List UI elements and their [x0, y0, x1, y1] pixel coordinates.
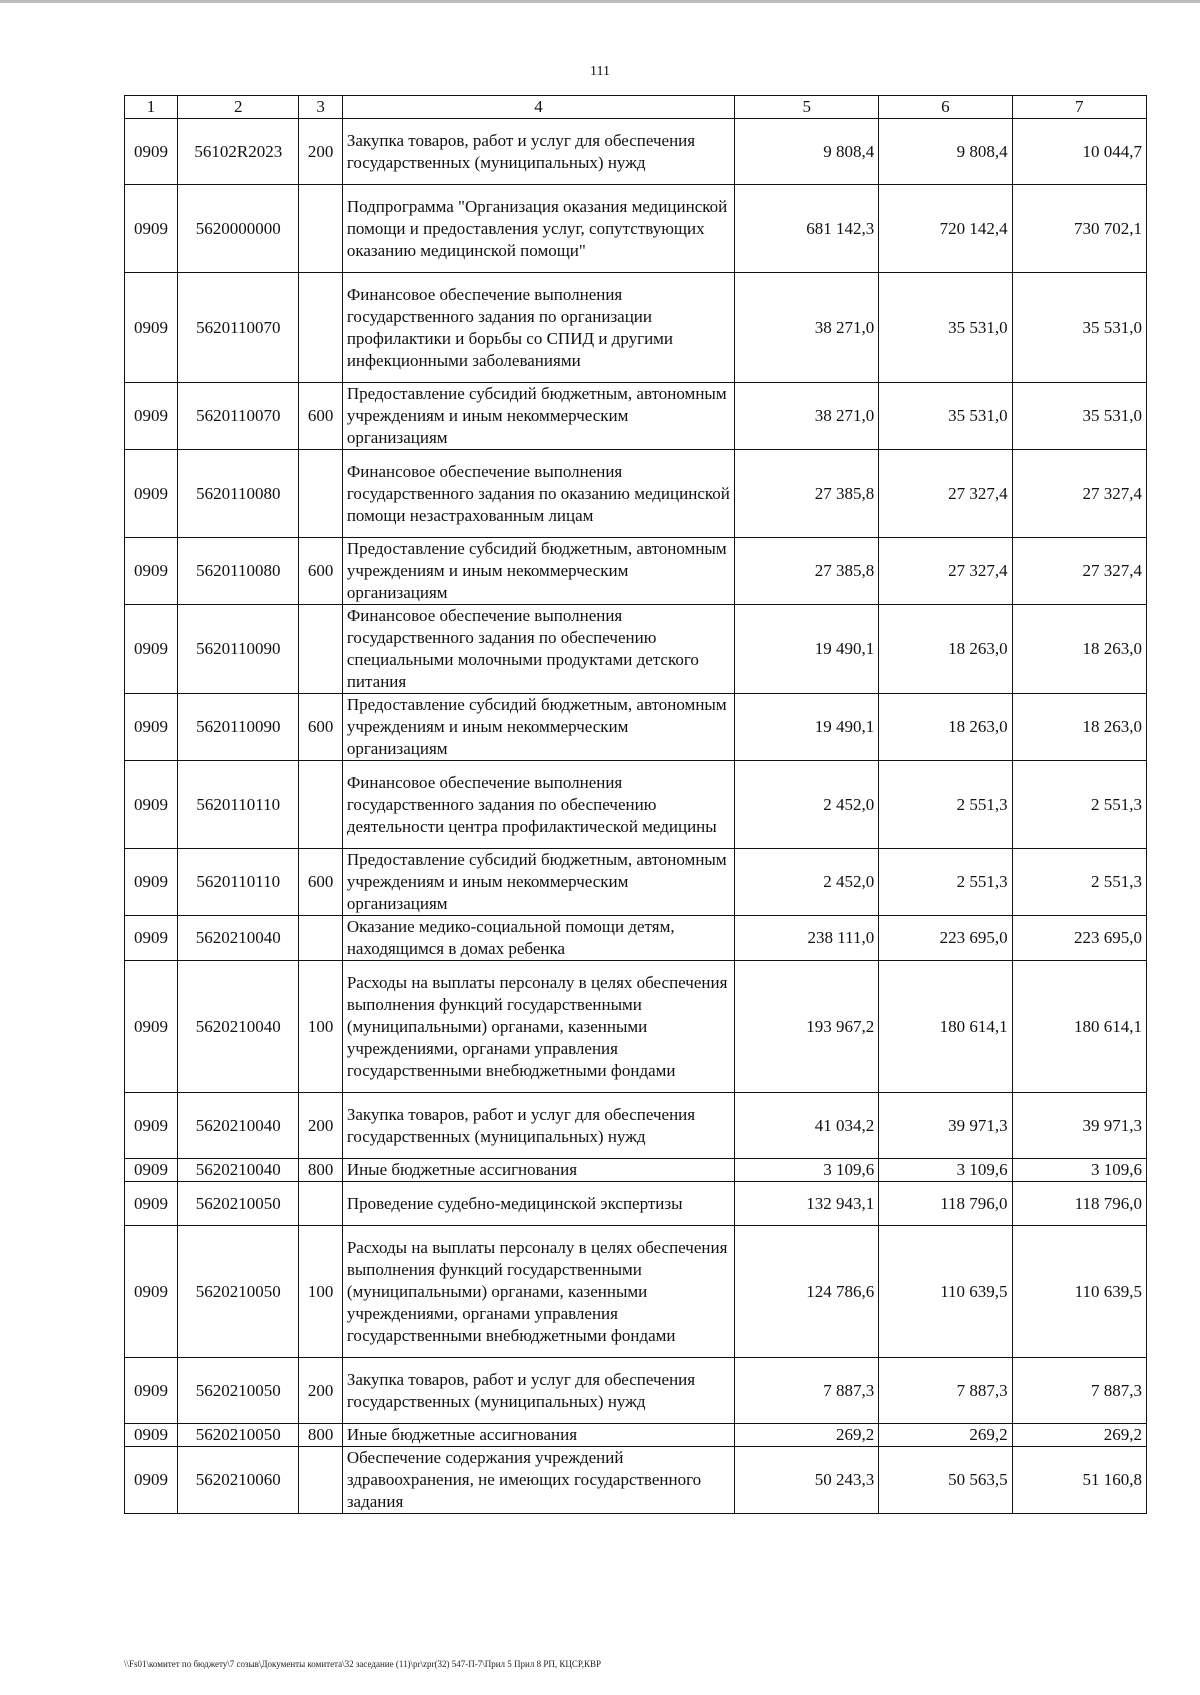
cell-section: 0909	[125, 1182, 178, 1226]
cell-value-1: 38 271,0	[735, 383, 879, 450]
cell-expense-type: 600	[299, 849, 342, 916]
scan-top-edge	[0, 0, 1200, 3]
cell-value-3: 27 327,4	[1012, 450, 1146, 538]
cell-target-code: 5620210050	[178, 1182, 299, 1226]
cell-target-code: 5620110070	[178, 273, 299, 383]
table-row	[125, 761, 1147, 849]
table-row	[125, 383, 1147, 450]
table-row	[125, 1182, 1147, 1226]
cell-expense-type: 200	[299, 1358, 342, 1424]
cell-name: Иные бюджетные ассигнования	[342, 1424, 734, 1447]
cell-expense-type	[299, 273, 342, 383]
cell-name: Финансовое обеспечение выполнения государственного задания по организации профилактики и борьбы со СПИД и другими инфекционными заболеваниями	[342, 273, 734, 383]
cell-expense-type: 600	[299, 694, 342, 761]
cell-expense-type	[299, 450, 342, 538]
cell-value-1: 132 943,1	[735, 1182, 879, 1226]
cell-value-2: 35 531,0	[879, 383, 1012, 450]
cell-expense-type	[299, 916, 342, 961]
cell-name: Закупка товаров, работ и услуг для обеспечения государственных (муниципальных) нужд	[342, 119, 734, 185]
cell-expense-type	[299, 761, 342, 849]
cell-section: 0909	[125, 1447, 178, 1514]
cell-section: 0909	[125, 185, 178, 273]
cell-value-3: 7 887,3	[1012, 1358, 1146, 1424]
table-row	[125, 1447, 1147, 1514]
cell-section: 0909	[125, 961, 178, 1093]
file-path-footer: \\Fs01\комитет по бюджету\7 созыв\Документы комитета\32 заседание (11)\pr\zpr(32) 547-П-7\Прил 5 Прил 8 РП, КЦСР,КВР	[124, 1659, 601, 1669]
col-header-name: 4	[342, 96, 734, 119]
cell-value-1: 19 490,1	[735, 605, 879, 694]
table-row	[125, 1159, 1147, 1182]
cell-target-code: 5620110070	[178, 383, 299, 450]
cell-name: Подпрограмма "Организация оказания медицинской помощи и предоставления услуг, сопутствующих оказанию медицинской помощи"	[342, 185, 734, 273]
cell-value-2: 35 531,0	[879, 273, 1012, 383]
cell-name: Оказание медико-социальной помощи детям, находящимся в домах ребенка	[342, 916, 734, 961]
cell-value-2: 269,2	[879, 1424, 1012, 1447]
col-header-type: 3	[299, 96, 342, 119]
cell-target-code: 5620110090	[178, 605, 299, 694]
cell-value-3: 269,2	[1012, 1424, 1146, 1447]
cell-value-2: 180 614,1	[879, 961, 1012, 1093]
cell-name: Расходы на выплаты персоналу в целях обеспечения выполнения функций государственными (муниципальными) органами, казенными учреждениями, органами управления государственными внебюджетными фондами	[342, 1226, 734, 1358]
cell-target-code: 5620210050	[178, 1424, 299, 1447]
cell-section: 0909	[125, 1159, 178, 1182]
cell-expense-type	[299, 605, 342, 694]
cell-section: 0909	[125, 383, 178, 450]
cell-section: 0909	[125, 450, 178, 538]
cell-section: 0909	[125, 273, 178, 383]
cell-value-2: 2 551,3	[879, 761, 1012, 849]
budget-table	[124, 95, 1147, 1514]
cell-name: Закупка товаров, работ и услуг для обеспечения государственных (муниципальных) нужд	[342, 1093, 734, 1159]
col-header-target: 2	[178, 96, 299, 119]
cell-name: Предоставление субсидий бюджетным, автономным учреждениям и иным некоммерческим организациям	[342, 383, 734, 450]
cell-expense-type: 200	[299, 1093, 342, 1159]
cell-target-code: 5620110080	[178, 450, 299, 538]
cell-section: 0909	[125, 849, 178, 916]
cell-section: 0909	[125, 1358, 178, 1424]
cell-value-2: 39 971,3	[879, 1093, 1012, 1159]
col-header-section: 1	[125, 96, 178, 119]
cell-section: 0909	[125, 538, 178, 605]
cell-expense-type: 800	[299, 1159, 342, 1182]
cell-value-2: 9 808,4	[879, 119, 1012, 185]
cell-value-2: 18 263,0	[879, 694, 1012, 761]
cell-value-3: 51 160,8	[1012, 1447, 1146, 1514]
cell-value-3: 2 551,3	[1012, 849, 1146, 916]
cell-value-3: 3 109,6	[1012, 1159, 1146, 1182]
cell-value-2: 50 563,5	[879, 1447, 1012, 1514]
cell-target-code: 5620110110	[178, 761, 299, 849]
table-row	[125, 694, 1147, 761]
cell-value-3: 10 044,7	[1012, 119, 1146, 185]
cell-name: Предоставление субсидий бюджетным, автономным учреждениям и иным некоммерческим организациям	[342, 694, 734, 761]
cell-name: Проведение судебно-медицинской экспертизы	[342, 1182, 734, 1226]
cell-value-3: 35 531,0	[1012, 383, 1146, 450]
cell-value-1: 50 243,3	[735, 1447, 879, 1514]
header-row	[125, 96, 1147, 119]
cell-expense-type: 600	[299, 383, 342, 450]
cell-expense-type: 600	[299, 538, 342, 605]
cell-value-1: 269,2	[735, 1424, 879, 1447]
cell-value-2: 223 695,0	[879, 916, 1012, 961]
cell-value-3: 27 327,4	[1012, 538, 1146, 605]
cell-value-1: 27 385,8	[735, 450, 879, 538]
cell-name: Иные бюджетные ассигнования	[342, 1159, 734, 1182]
cell-target-code: 5620210040	[178, 916, 299, 961]
table-row	[125, 119, 1147, 185]
page-number: 111	[590, 64, 610, 79]
cell-section: 0909	[125, 694, 178, 761]
cell-target-code: 56102R2023	[178, 119, 299, 185]
cell-section: 0909	[125, 761, 178, 849]
cell-value-1: 2 452,0	[735, 849, 879, 916]
cell-target-code: 5620110080	[178, 538, 299, 605]
cell-value-2: 7 887,3	[879, 1358, 1012, 1424]
cell-value-1: 681 142,3	[735, 185, 879, 273]
cell-expense-type: 100	[299, 1226, 342, 1358]
cell-target-code: 5620210040	[178, 1159, 299, 1182]
cell-target-code: 5620110110	[178, 849, 299, 916]
cell-value-1: 9 808,4	[735, 119, 879, 185]
cell-value-1: 193 967,2	[735, 961, 879, 1093]
cell-section: 0909	[125, 916, 178, 961]
cell-value-3: 180 614,1	[1012, 961, 1146, 1093]
cell-value-2: 110 639,5	[879, 1226, 1012, 1358]
cell-name: Расходы на выплаты персоналу в целях обеспечения выполнения функций государственными (муниципальными) органами, казенными учреждениями, органами управления государственными внебюджетными фондами	[342, 961, 734, 1093]
table-row	[125, 916, 1147, 961]
cell-target-code: 5620210040	[178, 1093, 299, 1159]
cell-value-2: 118 796,0	[879, 1182, 1012, 1226]
col-header-value-2: 6	[879, 96, 1012, 119]
cell-target-code: 5620210060	[178, 1447, 299, 1514]
cell-value-3: 2 551,3	[1012, 761, 1146, 849]
cell-value-1: 124 786,6	[735, 1226, 879, 1358]
cell-value-3: 223 695,0	[1012, 916, 1146, 961]
cell-value-1: 38 271,0	[735, 273, 879, 383]
cell-target-code: 5620000000	[178, 185, 299, 273]
cell-value-3: 118 796,0	[1012, 1182, 1146, 1226]
col-header-value-3: 7	[1012, 96, 1146, 119]
cell-section: 0909	[125, 605, 178, 694]
cell-value-1: 27 385,8	[735, 538, 879, 605]
cell-value-1: 7 887,3	[735, 1358, 879, 1424]
cell-target-code: 5620210040	[178, 961, 299, 1093]
cell-name: Финансовое обеспечение выполнения государственного задания по обеспечению специальными молочными продуктами детского питания	[342, 605, 734, 694]
table-row	[125, 273, 1147, 383]
table-row	[125, 450, 1147, 538]
cell-value-1: 19 490,1	[735, 694, 879, 761]
table-row	[125, 1226, 1147, 1358]
cell-expense-type	[299, 1447, 342, 1514]
cell-section: 0909	[125, 119, 178, 185]
col-header-value-1: 5	[735, 96, 879, 119]
cell-value-3: 18 263,0	[1012, 694, 1146, 761]
table-row	[125, 1093, 1147, 1159]
cell-name: Обеспечение содержания учреждений здравоохранения, не имеющих государственного задания	[342, 1447, 734, 1514]
cell-name: Финансовое обеспечение выполнения государственного задания по оказанию медицинской помощи незастрахованным лицам	[342, 450, 734, 538]
cell-name: Закупка товаров, работ и услуг для обеспечения государственных (муниципальных) нужд	[342, 1358, 734, 1424]
cell-name: Предоставление субсидий бюджетным, автономным учреждениям и иным некоммерческим организациям	[342, 538, 734, 605]
cell-value-1: 238 111,0	[735, 916, 879, 961]
cell-section: 0909	[125, 1424, 178, 1447]
cell-value-3: 110 639,5	[1012, 1226, 1146, 1358]
cell-value-3: 18 263,0	[1012, 605, 1146, 694]
cell-value-3: 730 702,1	[1012, 185, 1146, 273]
cell-expense-type: 100	[299, 961, 342, 1093]
table-row	[125, 1424, 1147, 1447]
cell-section: 0909	[125, 1226, 178, 1358]
table-row	[125, 185, 1147, 273]
cell-value-2: 27 327,4	[879, 450, 1012, 538]
table-row	[125, 605, 1147, 694]
cell-section: 0909	[125, 1093, 178, 1159]
cell-target-code: 5620210050	[178, 1358, 299, 1424]
cell-target-code: 5620210050	[178, 1226, 299, 1358]
table-row	[125, 538, 1147, 605]
cell-value-2: 3 109,6	[879, 1159, 1012, 1182]
cell-value-1: 2 452,0	[735, 761, 879, 849]
cell-expense-type: 200	[299, 119, 342, 185]
cell-target-code: 5620110090	[178, 694, 299, 761]
table-row	[125, 1358, 1147, 1424]
cell-value-1: 3 109,6	[735, 1159, 879, 1182]
cell-expense-type	[299, 1182, 342, 1226]
cell-expense-type	[299, 185, 342, 273]
cell-value-2: 2 551,3	[879, 849, 1012, 916]
cell-value-3: 39 971,3	[1012, 1093, 1146, 1159]
cell-name: Финансовое обеспечение выполнения государственного задания по обеспечению деятельности центра профилактической медицины	[342, 761, 734, 849]
table-row	[125, 961, 1147, 1093]
cell-name: Предоставление субсидий бюджетным, автономным учреждениям и иным некоммерческим организациям	[342, 849, 734, 916]
cell-value-2: 27 327,4	[879, 538, 1012, 605]
table-row	[125, 849, 1147, 916]
cell-value-2: 18 263,0	[879, 605, 1012, 694]
cell-value-3: 35 531,0	[1012, 273, 1146, 383]
cell-value-1: 41 034,2	[735, 1093, 879, 1159]
cell-value-2: 720 142,4	[879, 185, 1012, 273]
cell-expense-type: 800	[299, 1424, 342, 1447]
